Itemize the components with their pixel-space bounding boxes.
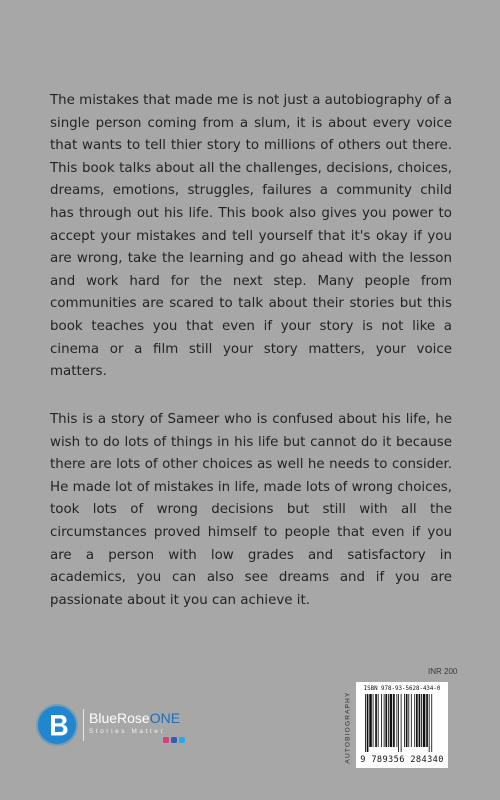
bluerose-b-icon xyxy=(38,706,76,744)
instagram-icon xyxy=(163,737,169,743)
social-icons xyxy=(163,737,185,743)
genre-text: AUTOBIOGRAPHY xyxy=(345,690,352,764)
blurb-paragraph-1: The mistakes that made me is not just a autobiography of a single person coming from a slum, it is about every voice that wants to tell thier story to millions of others out there. This book talks about all the challenges, decisions, choices, dreams, emotions, struggles, failures a community child has through out his life. This book also gives you power to accept your mistakes and tell yourself that it's okay if you are wrong, take the learning and go ahead with the lesson and work hard for the next step. Many people from communities are scared to talk about their stories but this book teaches you that even if your story is not like a cinema or a film still your story matters, your voice matters. xyxy=(50,93,452,380)
price-label: INR 200 xyxy=(428,667,458,676)
facebook-icon xyxy=(171,737,177,743)
logo-divider xyxy=(83,709,84,741)
isbn-number: 9 789356 284340 xyxy=(360,755,444,765)
isbn-barcode xyxy=(356,682,448,768)
genre-label xyxy=(344,686,353,768)
barcode-bars xyxy=(365,694,439,752)
publisher-tagline: Stories Matter xyxy=(89,728,166,735)
publisher-name: BlueRoseONE xyxy=(89,710,181,726)
isbn-label: ISBN 978-93-5628-434-0 xyxy=(363,686,441,692)
blurb-paragraph-2: This is a story of Sameer who is confused about his life, he wish to do lots of things in his life but cannot do it because there are lots of other choices as well he needs to consider. He made lot of mistakes in life, made lots of wrong choices, took lots of wrong decisions but still with all the circumstances proved himself to people that even if you are a person with low grades and satisfactory in academics, you can also see dreams and if you are passionate about it you can achieve it. xyxy=(50,412,452,608)
twitter-icon xyxy=(179,737,185,743)
